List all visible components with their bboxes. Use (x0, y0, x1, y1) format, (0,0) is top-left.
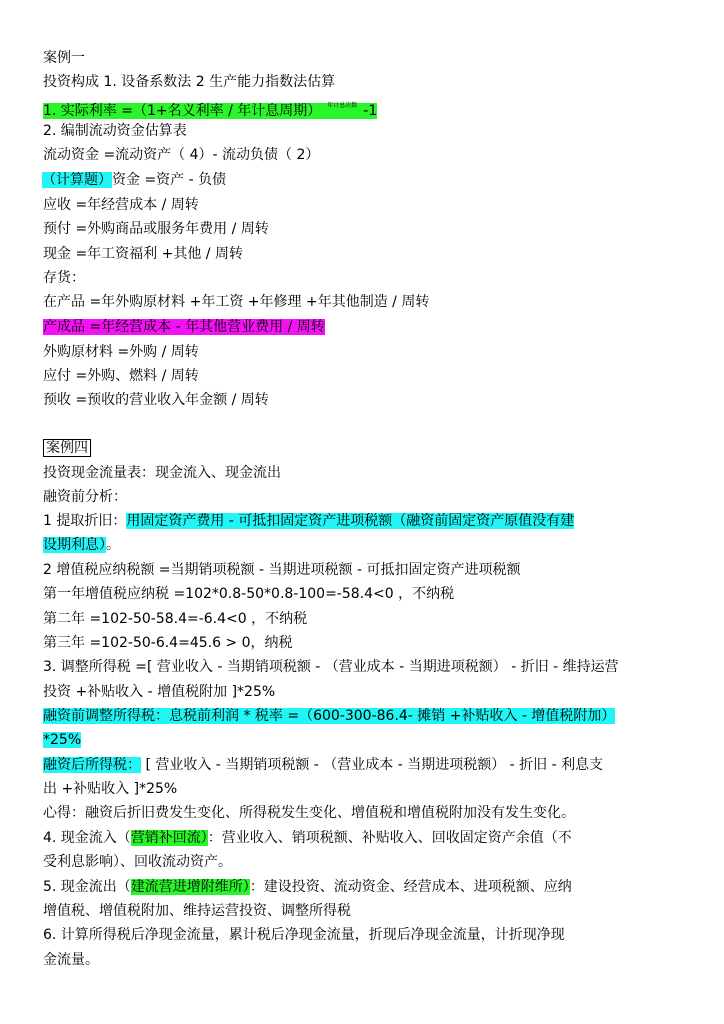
highlight-pre-financing-tax: 融资前调整所得税：息税前利润 * 税率 =（600-300-86.4- 摊销 +补贴收入 - 增值税附加） (43, 708, 616, 724)
post-financing-tax-line-cont: 出 +补贴收入 ]*25% (43, 781, 178, 797)
case-four-heading: 案例四 (43, 438, 91, 458)
inventory-heading: 存货： (43, 270, 85, 286)
highlight-effective-rate: 1. 实际利率 =（1+名义利率 / 年计息周期） $^{年计息次数}$ -1 (43, 102, 378, 119)
highlight-depreciation: 用固定资产费用 - 可抵扣固定资产进项税额（融资前固定资产原值没有建 (126, 513, 575, 529)
effective-rate-line (43, 96, 377, 121)
cash-outflow-line: 5. 现金流出（建流营进增附维所）：建设投资、流动资金、经营成本、进项税额、应纳 (43, 879, 572, 895)
insight-line: 心得：融资后折旧费发生变化、所得税发生变化、增值税和增值税附加没有发生变化。 (43, 805, 575, 821)
adjusted-income-tax-line: 3. 调整所得税 =[ 营业收入 - 当期销项税额 - （营业成本 - 当期进项税额） - 折旧 - 维持运营 (43, 659, 619, 675)
cash-inflow-line: 4. 现金流入（营销补回流）：营业收入、销项税额、补贴收入、回收固定资产余值（不 (43, 830, 572, 846)
depreciation-line-cont: 设期利息）。 (43, 537, 120, 553)
pre-financing-tax-line (43, 706, 615, 726)
after-tax-cash-flow-line: 6. 计算所得税后净现金流量，累计税后净现金流量，折现后净现金流量，计折现净现 (43, 927, 565, 943)
highlight-post-financing-tax: 融资后所得税： (43, 757, 141, 773)
cash-formula: 现金 =年工资福利 +其他 / 周转 (43, 246, 243, 262)
adjusted-income-tax-line-cont: 投资 +补贴收入 - 增值税附加 ]*25% (43, 684, 276, 700)
prepayment-formula: 预付 =外购商品或服务年费用 / 周转 (43, 221, 269, 237)
year-three-line: 第三年 =102-50-6.4=45.6 > 0，纳税 (43, 635, 293, 651)
calc-question-line: （计算题）资金 =资产 - 负债 (42, 172, 227, 188)
case-one-heading: 案例一 (43, 50, 85, 66)
advance-receipts-formula: 预收 =预收的营业收入年金额 / 周转 (43, 392, 269, 408)
cash-outflow-line-cont: 增值税、增值税附加、维持运营投资、调整所得税 (43, 903, 351, 919)
year-two-line: 第二年 =102-50-58.4=-6.4<0 ，不纳税 (43, 611, 308, 627)
working-capital-formula: 流动资金 =流动资产（ 4）- 流动负债（ 2） (43, 147, 320, 163)
finished-goods-formula (43, 317, 325, 337)
payables-formula: 应付 =外购、燃料 / 周转 (43, 368, 199, 384)
wip-formula: 在产品 =年外购原材料 +年工资 +年修理 +年其他制造 / 周转 (43, 294, 430, 310)
depreciation-line: 1 提取折旧：用固定资产费用 - 可抵扣固定资产进项税额（融资前固定资产原值没有建 (43, 513, 575, 529)
cash-inflow-line-cont: 受利息影响）、回收流动资产。 (43, 854, 232, 870)
post-financing-tax-line: 融资后所得税： [ 营业收入 - 当期销项税额 - （营业成本 - 当期进项税额） - 折旧 - 利息支 (43, 757, 604, 773)
working-capital-table-line: 2. 编制流动资金估算表 (43, 123, 187, 139)
vat-payable-line: 2 增值税应纳税额 =当期销项税额 - 当期进项税额 - 可抵扣固定资产进项税额 (43, 562, 521, 578)
pre-financing-heading: 融资前分析： (43, 489, 127, 505)
after-tax-cash-flow-line-cont: 金流量。 (43, 952, 99, 968)
year-one-vat-line: 第一年增值税应纳税 =102*0.8-50*0.8-100=-58.4<0 ，不纳税 (43, 586, 455, 602)
cash-flow-table-line: 投资现金流量表：现金流入、现金流出 (43, 465, 281, 481)
purchased-materials-formula: 外购原材料 =外购 / 周转 (43, 344, 199, 360)
highlight-calc-question: （计算题） (42, 172, 112, 188)
investment-composition-line: 投资构成 1. 设备系数法 2 生产能力指数法估算 (43, 74, 336, 90)
highlight-finished-goods: 产成品 =年经营成本 - 年其他营业费用 / 周转 (43, 319, 325, 335)
highlight-cash-inflow: 营销补回流） (130, 830, 208, 846)
receivables-formula: 应收 =年经营成本 / 周转 (43, 197, 199, 213)
highlight-cash-outflow: 建流营进增附维所） (130, 879, 250, 895)
pre-financing-tax-line-cont: *25% (43, 732, 82, 748)
